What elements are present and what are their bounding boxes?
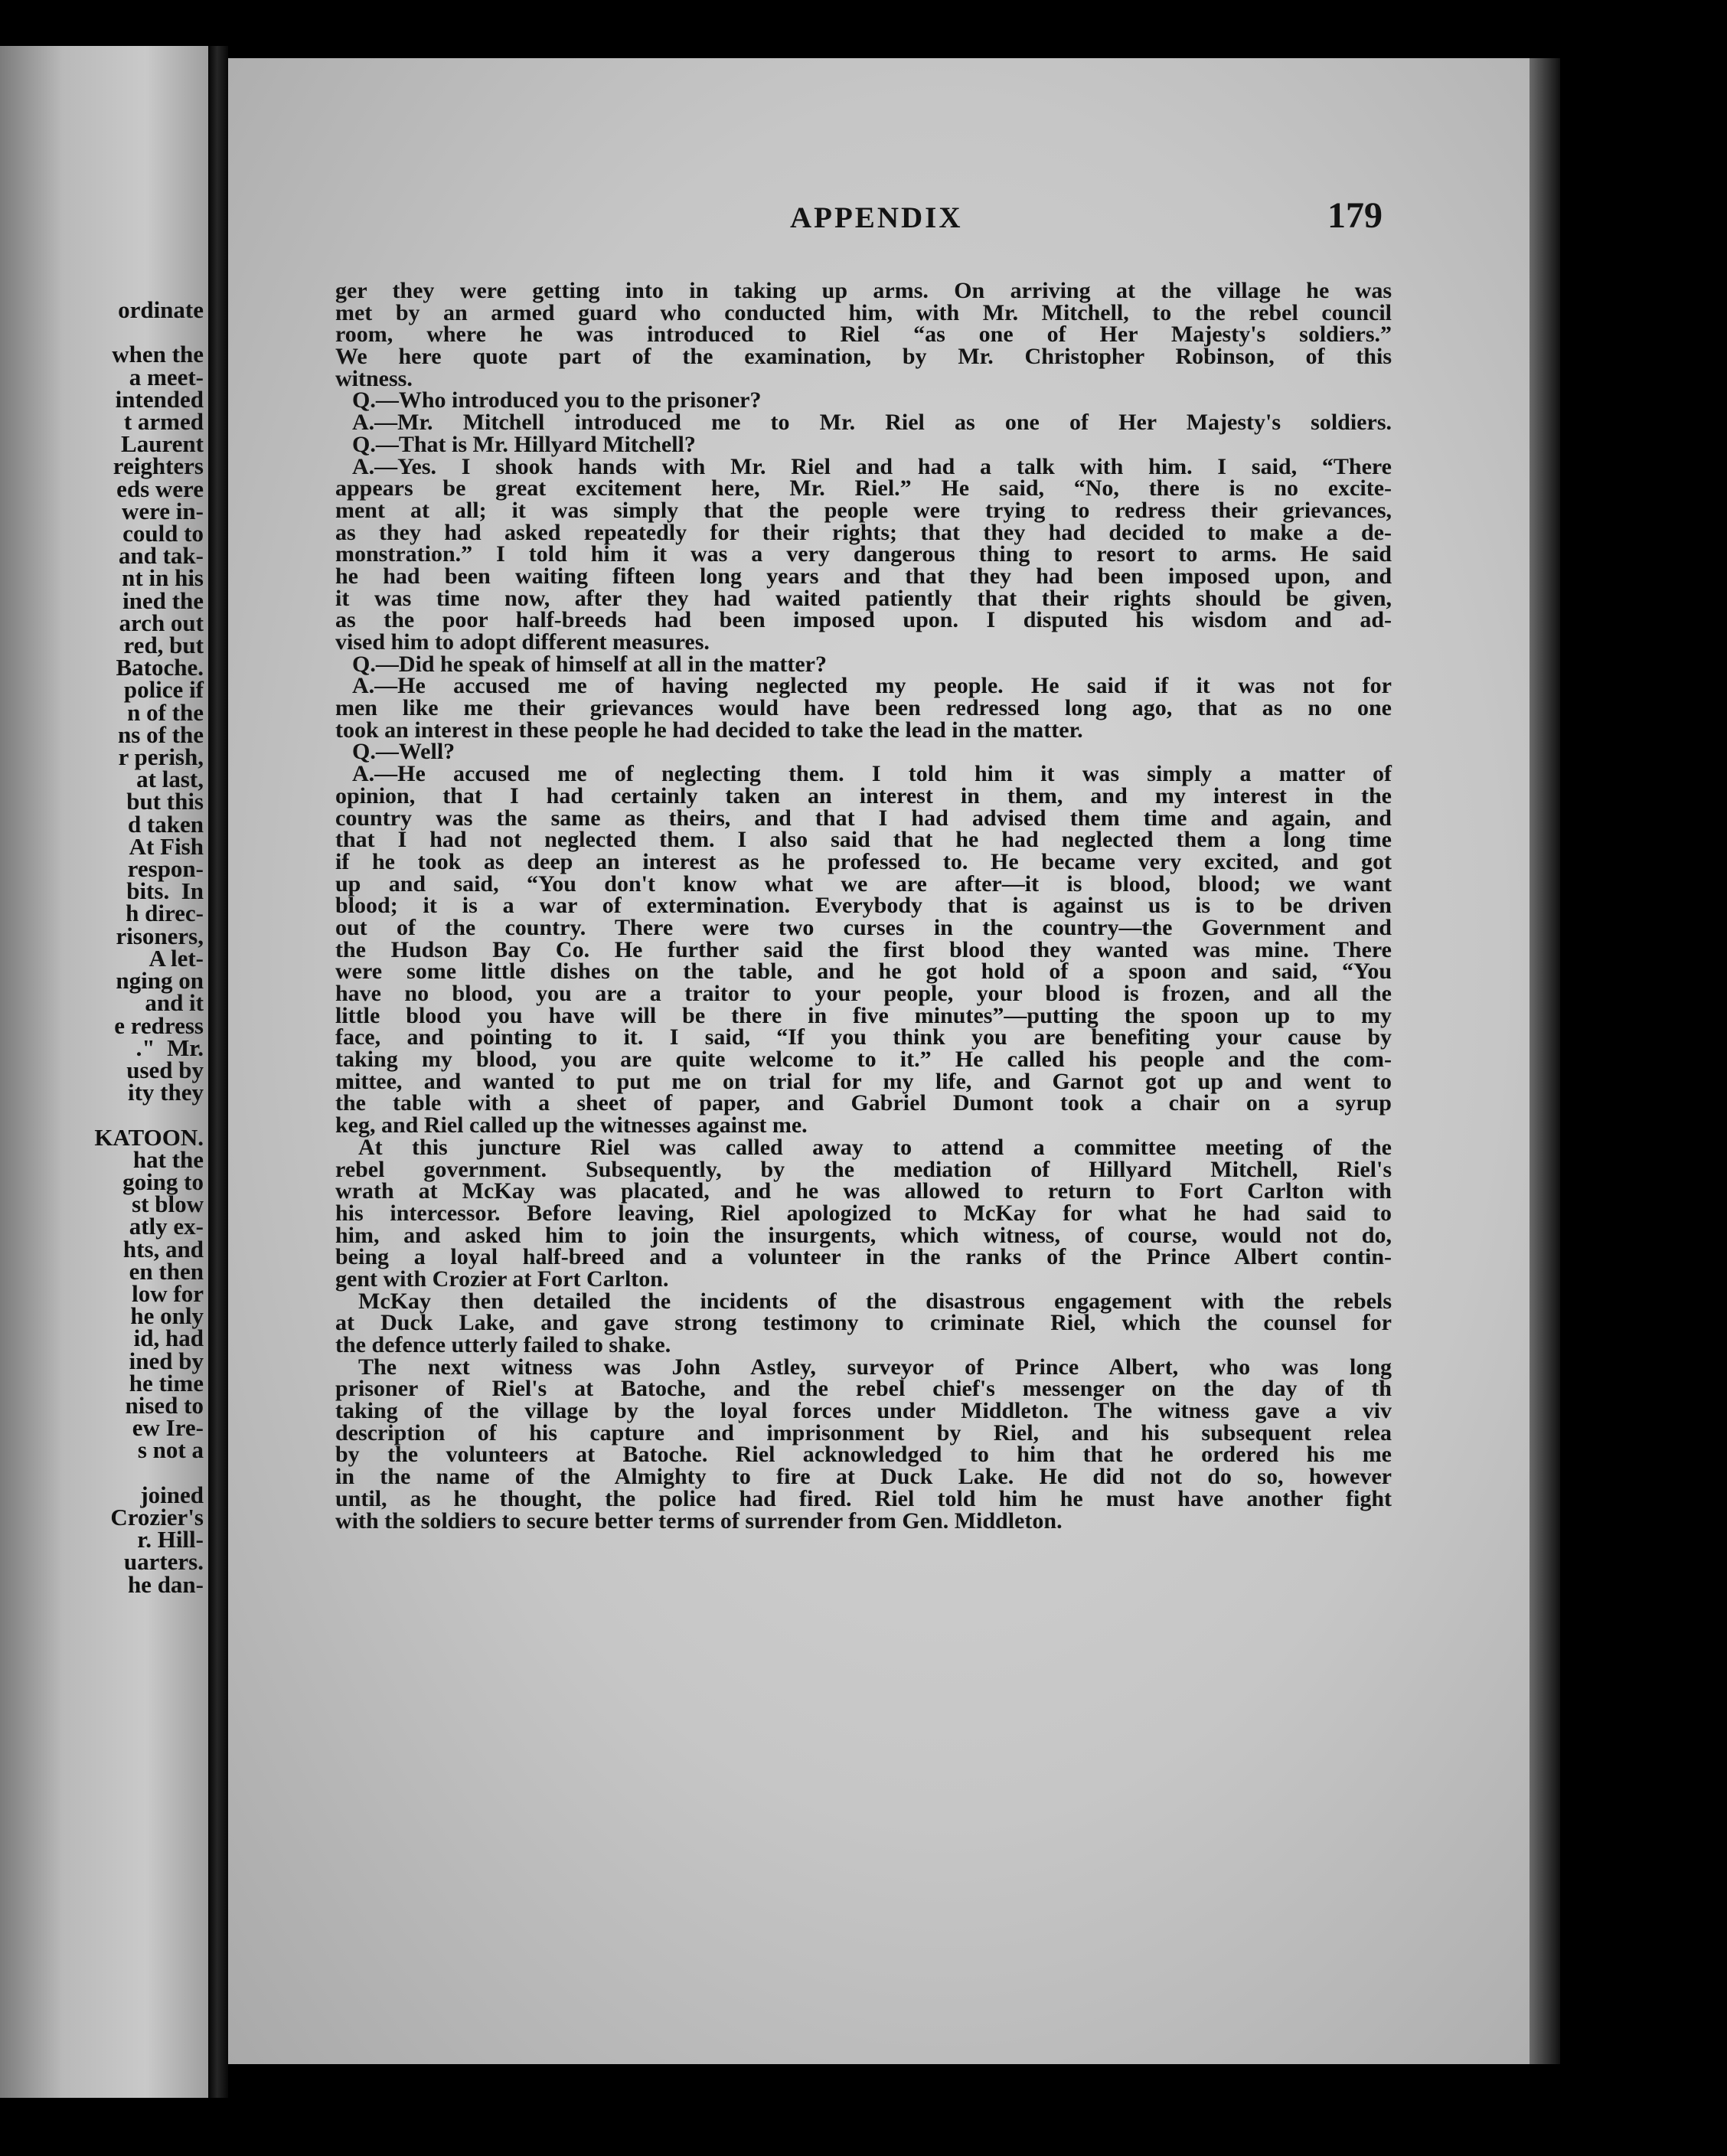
left-page-line: Laurent [121,430,204,458]
left-page-line: were in- [121,497,204,524]
paragraph-start-line: McKay then detailed the incidents of the disastrous engagement with the rebels [358,1288,1392,1314]
text-line: him, and asked him to join the insurgents, which witness, of course, would not do, [335,1222,1392,1248]
text-line: wrath at McKay was placated, and he was allowed to return to Fort Carlton with [335,1178,1392,1204]
left-page-line: he time [129,1369,204,1396]
text-line: little blood you have will be there in five minutes”—putting the spoon up to my [335,1002,1392,1028]
text-line: by the volunteers at Batoche. Riel acknowledged to him that he ordered his me [335,1442,1392,1468]
text-line: men like me their grievances would have been redressed long ago, that as no one [335,695,1392,721]
left-page-line: but this [126,788,204,815]
answer-line: A.—Mr. Mitchell introduced me to Mr. Riel as one of Her Majesty's soldiers. [352,410,1392,436]
left-page-line: used by [126,1056,204,1083]
text-line: taking of the village by the loyal forces under Middleton. The witness gave a viv [335,1398,1392,1424]
text-line: the defence utterly failed to shake. [335,1332,671,1357]
left-page-line: KATOON. [94,1123,204,1151]
left-facing-page [0,46,208,2098]
text-line: rebel government. Subsequently, by the mediation of Hillyard Mitchell, Riel's [335,1156,1392,1182]
question-line: Q.—Did he speak of himself at all in the matter? [352,651,827,677]
answer-line: A.—Yes. I shook hands with Mr. Riel and had a talk with him. I said, “There [352,453,1392,479]
left-page-line [0,1462,204,1484]
running-head: APPENDIX [790,201,963,234]
answer-line: A.—He accused me of having neglected my people. He said if it was not for [352,673,1392,699]
left-page-line: ined by [129,1347,204,1374]
text-line: met by an armed guard who conducted him, with Mr. Mitchell, to the rebel council [335,299,1392,325]
text-line: prisoner of Riel's at Batoche, and the rebel chief's messenger on the day of th [335,1376,1392,1402]
left-page-line: st blow [132,1191,204,1218]
left-page-line: ity they [127,1079,204,1106]
text-line: appears be great excitement here, Mr. Riel.” He said, “No, there is no excite- [335,475,1392,501]
text-line: the Hudson Bay Co. He further said the first blood they wanted was mine. There [335,936,1392,962]
paragraph-start-line: At this juncture Riel was called away to attend a committee meeting of the [358,1134,1392,1160]
left-page-line [0,1103,204,1125]
left-page-line: ew Ire- [132,1414,204,1442]
text-line: vised him to adopt different measures. [335,629,710,655]
left-page-line: he dan- [127,1570,204,1598]
paragraph-start-line: The next witness was John Astley, surveyor of Prince Albert, who was long [358,1354,1392,1380]
text-line: with the soldiers to secure better terms of surrender from Gen. Middleton. [335,1508,1063,1534]
text-line: in the name of the Almighty to fire at Duck Lake. He did not do so, however [335,1464,1392,1490]
text-line: his intercessor. Before leaving, Riel apologized to McKay for what he had said to [335,1200,1392,1226]
left-page-line: respon- [127,855,204,883]
left-page-line: risoners, [116,922,204,949]
left-page-line: could to [122,520,204,547]
left-page-line: nt in his [122,564,204,592]
left-page-line: bits. In [126,877,204,905]
text-line: as they had asked repeatedly for their rights; that they had decided to make a de- [335,519,1392,545]
body-text [335,280,1392,1532]
text-line: description of his capture and imprisonment by Riel, and his subsequent relea [335,1419,1392,1446]
left-page-line: s not a [137,1436,204,1464]
left-page-line: reighters [113,452,204,480]
text-line: keg, and Riel called up the witnesses against me. [335,1112,808,1138]
text-line: mittee, and wanted to put me on trial for my life, and Garnot got up and went to [335,1068,1392,1094]
answer-line: A.—He accused me of neglecting them. I told him it was simply a matter of [352,761,1392,787]
left-page-line: and tak- [118,542,204,570]
text-line: up and said, “You don't know what we are after—it is blood, blood; we want [335,871,1392,897]
text-line: the table with a sheet of paper, and Gabriel Dumont took a chair on a syrup [335,1090,1392,1116]
left-page-line: police if [123,676,204,704]
left-page-line: intended [115,385,204,413]
text-line: being a loyal half-breed and a volunteer in the ranks of the Prince Albert contin- [335,1244,1392,1270]
left-page-line: nging on [116,967,204,995]
left-page-line [0,321,204,343]
left-page-line: en then [129,1257,204,1285]
text-line: ger they were getting into in taking up arms. On arriving at the village he was [335,278,1392,303]
left-page-line: At Fish [129,832,204,860]
left-page-text-fragment [0,296,204,1598]
text-line: as the poor half-breeds had been imposed upon. I disputed his wisdom and ad- [335,607,1392,633]
left-page-line: a meet- [129,363,204,390]
left-page-line: r perish, [118,743,204,771]
left-page-line: joined [140,1481,204,1508]
text-line: ment at all; it was simply that the people were trying to redress their grievances, [335,497,1392,523]
text-line: We here quote part of the examination, by Mr. Christopher Robinson, of this [335,344,1392,370]
text-line: he had been waiting fifteen long years and that they had been imposed upon, and [335,563,1392,589]
text-line: room, where he was introduced to Riel “as one of Her Majesty's soldiers.” [335,322,1392,348]
left-page-line: when the [112,341,204,368]
left-page-line: arch out [119,609,204,636]
left-page-line: r. Hill- [137,1526,204,1553]
left-page-line: low for [132,1279,204,1307]
text-line: it was time now, after they had waited patiently that their rights should be given, [335,585,1392,611]
left-page-line: he only [130,1302,204,1330]
question-line: Q.—Well? [352,739,455,765]
left-page-line: A let- [149,944,204,972]
text-line: out of the country. There were two curses in the country—the Government and [335,914,1392,940]
left-page-line: going to [122,1168,204,1195]
page-edge-shadow [1529,58,1560,2064]
text-line: taking my blood, you are quite welcome to it.” He called his people and the com- [335,1047,1392,1073]
text-line: if he took as deep an interest as he professed to. He became very excited, and got [335,848,1392,874]
left-page-line: id, had [133,1325,204,1352]
page-number: 179 [1327,195,1383,236]
left-page-line: Crozier's [110,1503,204,1530]
text-line: at Duck Lake, and gave strong testimony to criminate Riel, which the counsel for [335,1310,1392,1336]
text-line: that I had not neglected them. I also said that he had neglected them a long time [335,827,1392,853]
text-line: country was the same as theirs, and that I had advised them time and again, and [335,805,1392,831]
text-line: until, as he thought, the police had fired. Riel told him he must have another fight [335,1485,1392,1511]
question-line: Q.—Who introduced you to the prisoner? [352,387,762,413]
left-page-line: ordinate [118,296,204,323]
left-page-line: n of the [127,698,204,726]
left-page-line: h direc- [126,900,204,927]
left-page-line: atly ex- [129,1213,204,1240]
left-page-line: hts, and [122,1235,204,1263]
left-page-line: uarters. [123,1548,204,1576]
text-line: witness. [335,365,413,391]
left-page-line: at last, [136,766,204,793]
left-page-line: d taken [127,810,204,838]
left-page-line: e redress [114,1011,204,1039]
question-line: Q.—That is Mr. Hillyard Mitchell? [352,431,696,457]
left-page-line: nised to [125,1391,204,1419]
left-page-line: hat the [132,1145,204,1173]
text-line: took an interest in these people he had decided to take the lead in the matter. [335,717,1083,743]
book-gutter [208,46,228,2098]
text-line: face, and pointing to it. I said, “If you think you are benefiting your cause by [335,1024,1392,1050]
text-line: have no blood, you are a traitor to your people, your blood is frozen, and all the [335,981,1392,1006]
left-page-line: red, but [123,632,204,659]
left-page-line: eds were [116,475,204,502]
text-line: gent with Crozier at Fort Carlton. [335,1266,669,1292]
left-page-line: ined the [122,586,204,614]
left-page-line: Batoche. [116,654,204,681]
left-page-line: t armed [123,408,204,436]
text-line: opinion, that I had certainly taken an interest in them, and my interest in the [335,782,1392,808]
left-page-line: ns of the [118,720,204,748]
left-page-line: and it [145,989,204,1017]
text-line: blood; it is a war of extermination. Everybody that is against us is to be driven [335,893,1392,919]
text-line: were some little dishes on the table, and he got hold of a spoon and said, “You [335,959,1392,985]
left-page-line: ." Mr. [135,1034,204,1061]
text-line: monstration.” I told him it was a very dangerous thing to resort to arms. He said [335,541,1392,567]
